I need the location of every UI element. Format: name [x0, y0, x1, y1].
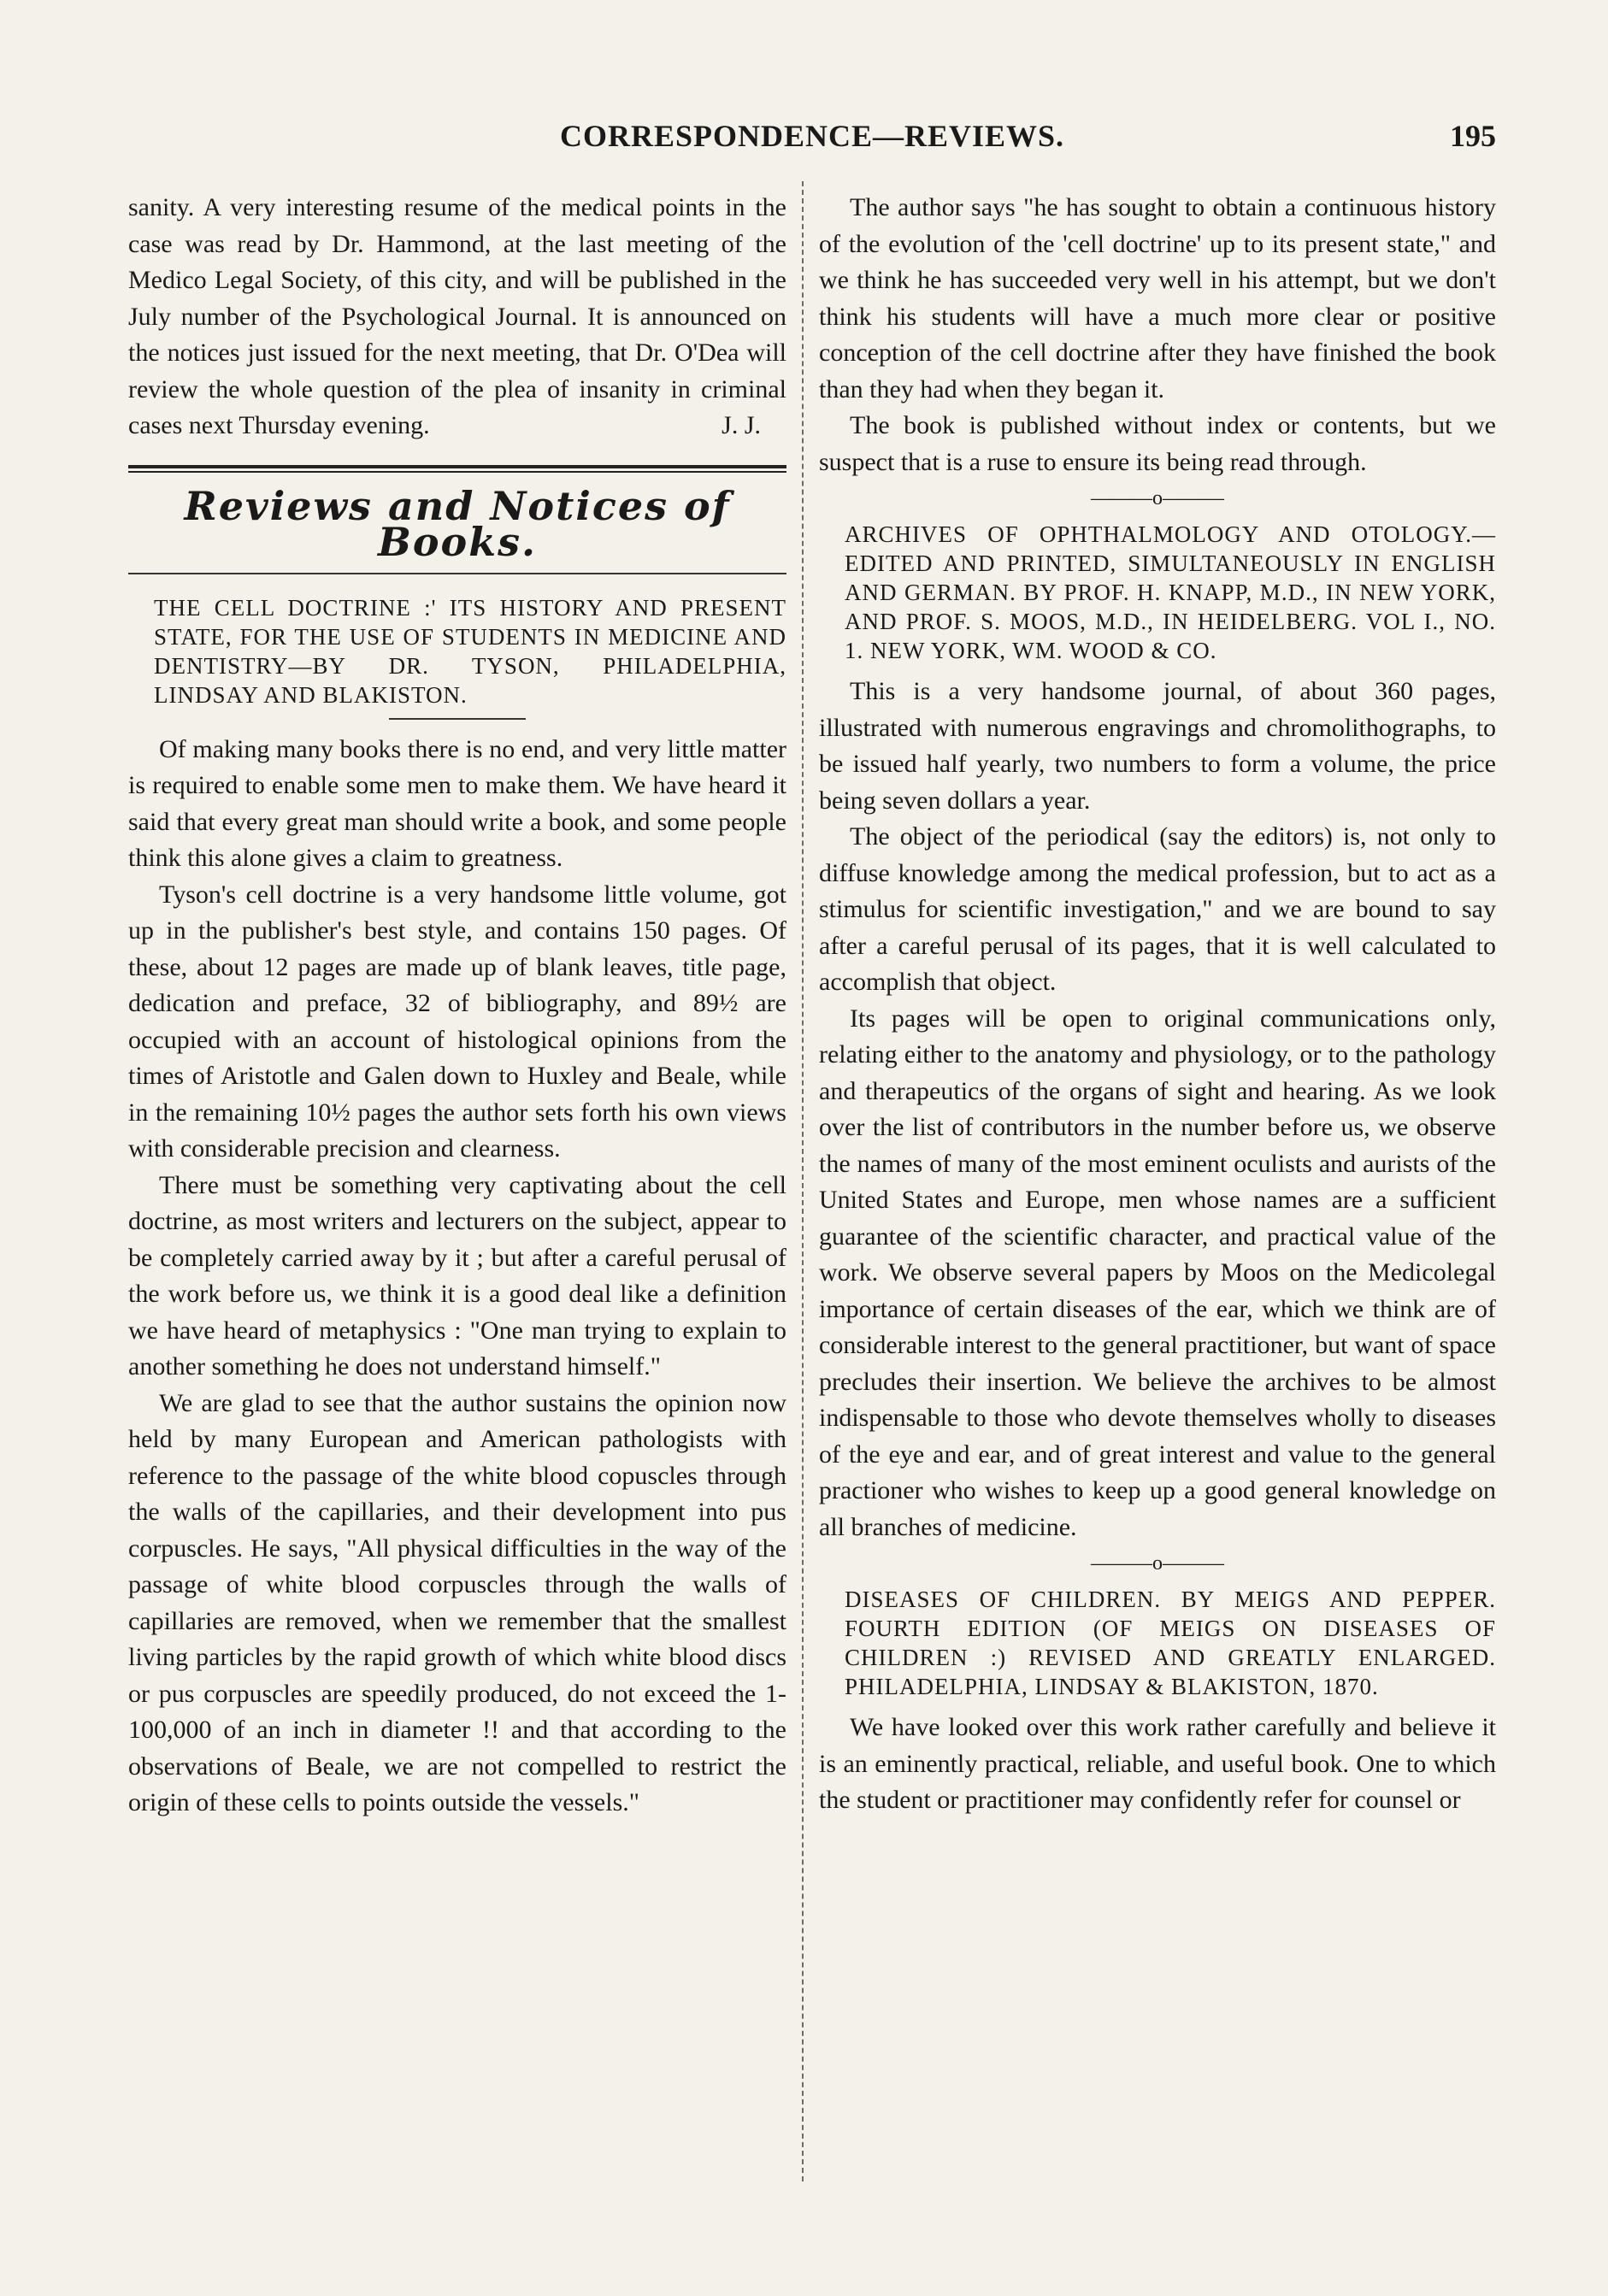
book-heading: ARCHIVES OF OPHTHALMOLOGY AND OTOLOGY.— EDITED AND PRINTED, SIMULTANEOUSLY IN ENGLISH AND GERMAN. BY PROF. H. KNAPP, M.D., IN NEW YORK, AND PROF. S. MOOS, M.D., IN HEIDELBERG. VOL I., NO. 1. NEW YORK, WM. WOOD & CO.: [845, 521, 1496, 663]
paragraph: sanity. A very interesting resume of the medical points in the case was read by Dr. Hammond, at the last meeting of the Medico Legal Society, of this city, and will be published in the July number of the Psychological Journal. It is announced on the notices just issued for the next meeting, that Dr. O'Dea will review the whole question of the plea of insanity in criminal cases next Thursday evening.: [128, 193, 786, 439]
paragraph: We have looked over this work rather carefully and believe it is an eminently practical, reliable, and useful book. One to which the student or practitioner may confidently refer for counsel or: [819, 1713, 1496, 1814]
separator-ornament: ———o———: [1091, 1552, 1224, 1575]
signature: J. J.: [722, 411, 761, 439]
column-divider: [802, 181, 804, 2181]
paragraph: We are glad to see that the author sustains the opinion now held by many European and American pathologists with reference to the passage of the white blood copuscles through the walls of the capillaries, and their development into pus corpuscles. He says, "All physical difficulties in the way of the passage of white blood corpuscles through the walls of capillaries are removed, when we remember that the smallest living particles by the rapid growth of which white blood discs or pus corpuscles are speedily produced, do not exceed the 1-100,000 of an inch in diameter !! and that according to the observations of Beale, we are not compelled to restrict the origin of these cells to points outside the vessels.": [128, 1388, 786, 1816]
running-title: CORRESPONDENCE—REVIEWS.: [559, 119, 1065, 153]
thin-rule: [128, 573, 786, 574]
short-rule: [389, 718, 526, 720]
running-head: [128, 118, 1496, 169]
paragraph: Tyson's cell doctrine is a very handsome little volume, got up in the publisher's best style, and contains 150 pages. Of these, about 12 pages are made up of blank leaves, title page, dedication and preface, 32 of bibliography, and 89½ are occupied with an account of histological opinions from the times of Aristotle and Galen down to Huxley and Beale, while in the remaining 10½ pages the author sets forth his own views with considerable precision and clearness.: [128, 880, 786, 1163]
double-rule: [128, 465, 786, 473]
paragraph: The object of the periodical (say the editors) is, not only to diffuse knowledge among the medical profession, but to act as a stimulus for scientific investigation," and we are bound to say after a careful perusal of its pages, that it is well calculated to accomplish that object.: [819, 822, 1496, 996]
paragraph: There must be something very captivating about the cell doctrine, as most writers and lecturers on the subject, appear to be completely carried away by it ; but after a careful perusal of the work before us, we think it is a good deal like a definition we have heard of metaphysics : "One man trying to explain to another something he does not understand himself.": [128, 1170, 786, 1381]
left-column: [128, 190, 786, 1822]
paragraph: This is a very handsome journal, of about 360 pages, illustrated with numerous engravings and chromolithographs, to be issued half yearly, two numbers to form a volume, the price being seven dollars a year.: [819, 677, 1496, 815]
page-number: 195: [1450, 119, 1496, 153]
paragraph: The book is published without index or contents, but we suspect that is a ruse to ensure its being read through.: [819, 411, 1496, 476]
book-heading: THE CELL DOCTRINE :' ITS HISTORY AND PRESENT STATE, FOR THE USE OF STUDENTS IN MEDICINE AND DENTISTRY—BY DR. TYSON, PHILADELPHIA, LINDSAY AND BLAKISTON.: [154, 594, 786, 708]
right-column: [819, 190, 1496, 1819]
paragraph: Of making many books there is no end, and very little matter is required to enable some men to make them. We have heard it said that every great man should write a book, and some people think this alone gives a claim to greatness.: [128, 734, 786, 872]
separator-ornament: ———o———: [1091, 487, 1224, 509]
paragraph: The author says "he has sought to obtain a continuous history of the evolution of the 'cell doctrine' up to its present state," and we think he has succeeded very well in his attempt, but we don't think his students will have a much more clear or positive conception of the cell doctrine after they have finished the book than they had when they began it.: [819, 193, 1496, 403]
book-heading: DISEASES OF CHILDREN. BY MEIGS AND PEPPER. FOURTH EDITION (OF MEIGS ON DISEASES OF CHILDREN :) REVISED AND GREATLY ENLARGED. PHILADELPHIA, LINDSAY & BLAKISTON, 1870.: [845, 1587, 1496, 1699]
section-heading: Reviews and Notices of Books.: [184, 482, 731, 565]
paragraph: Its pages will be open to original communications only, relating either to the anatomy and physiology, or to the pathology and therapeutics of the organs of sight and hearing. As we look over the list of contributors in the number before us, we observe the names of many of the most eminent oculists and aurists of the United States and Europe, men whose names are a sufficient guarantee of the scientific character, and practical value of the work. We observe several papers by Moos on the Medicolegal importance of certain diseases of the ear, which we think are of considerable interest to the general practitioner, but want of space precludes their insertion. We believe the archives to be almost indispensable to those who devote themselves wholly to diseases of the eye and ear, and of great interest and value to the general practioner who wishes to keep up a good general knowledge on all branches of medicine.: [819, 1004, 1496, 1541]
